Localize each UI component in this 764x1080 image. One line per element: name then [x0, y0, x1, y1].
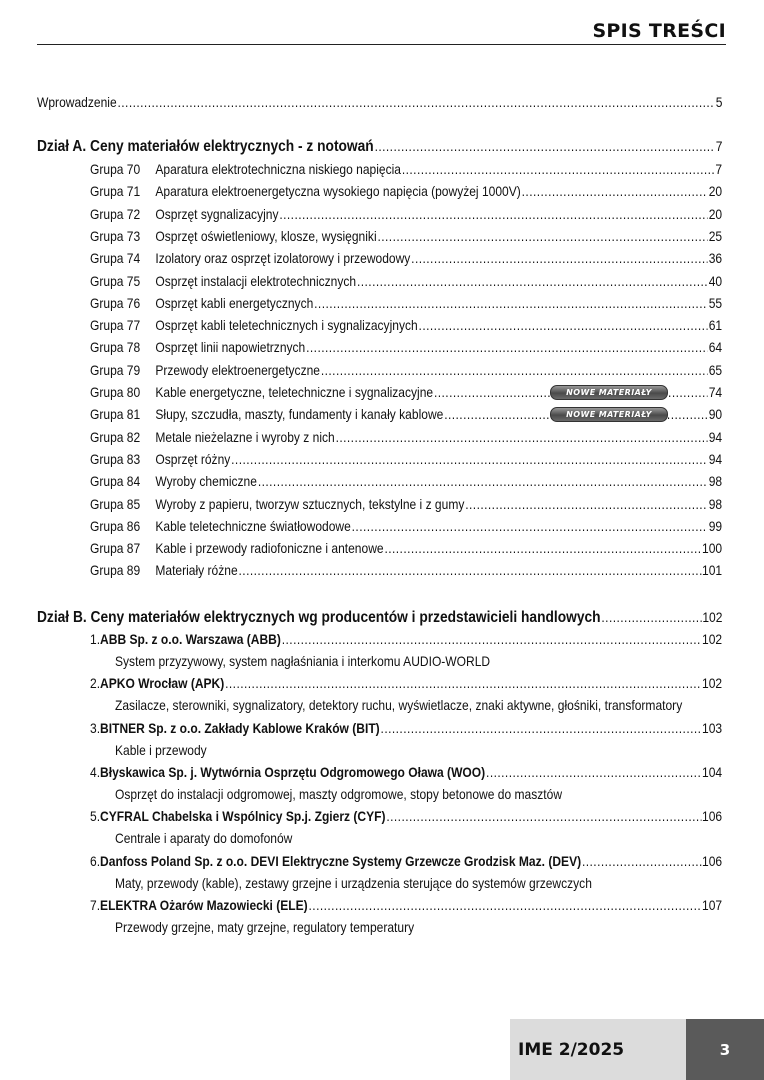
dot-leader	[411, 248, 708, 268]
toc-entry-group[interactable]	[90, 427, 722, 447]
toc-entry-company[interactable]	[90, 895, 722, 915]
dot-leader	[522, 181, 708, 201]
section-page: 102	[702, 609, 723, 625]
toc-entry-group[interactable]	[90, 271, 722, 291]
dot-leader	[306, 337, 708, 357]
entry-page: 5	[715, 94, 723, 110]
toc-entry-company[interactable]	[90, 718, 722, 738]
group-number: Grupa 86	[90, 517, 141, 534]
toc-entry-group[interactable]	[90, 293, 722, 313]
company-page: 102	[702, 631, 723, 647]
company-number: 2.	[90, 675, 101, 692]
dot-leader	[486, 762, 701, 782]
dot-leader	[239, 560, 702, 580]
group-label: Słupy, szczudła, maszty, fundamenty i kanały kablowe	[155, 406, 444, 423]
group-number: Grupa 76	[90, 294, 141, 311]
group-label: Wyroby z papieru, tworzyw sztucznych, tekstylne i z gumy	[155, 495, 465, 512]
page-number: 3	[686, 1019, 764, 1080]
group-label: Aparatura elektrotechniczna niskiego napięcia	[155, 161, 401, 177]
toc-entry-group[interactable]	[90, 494, 722, 514]
group-number: Grupa 73	[90, 227, 141, 244]
toc-entry-company[interactable]	[90, 806, 722, 826]
dot-leader	[381, 718, 702, 738]
company-description: Maty, przewody (kable), zestawy grzejne i urządzenia sterujące do systemów grzewczych	[115, 874, 592, 891]
new-materials-badge: NOWE MATERIAŁY	[550, 385, 668, 400]
toc-entry-intro[interactable]	[37, 92, 722, 112]
company-description: Zasilacze, sterowniki, sygnalizatory, detektory ruchu, wyświetlacze, znaki aktywne, głośniki, transformatory	[115, 697, 683, 714]
company-name: Danfoss Poland Sp. z o.o. DEVI Elektryczne Systemy Grzewcze Grodzisk Maz. (DEV)	[100, 852, 582, 869]
toc-entry-group[interactable]	[90, 315, 722, 335]
group-number: Grupa 71	[90, 183, 141, 200]
dot-leader	[601, 607, 701, 627]
section-page: 7	[715, 138, 723, 154]
group-number: Grupa 72	[90, 205, 141, 222]
group-number: Grupa 85	[90, 495, 141, 512]
toc-entry-group[interactable]	[90, 471, 722, 491]
group-number: Grupa 89	[90, 562, 141, 579]
group-label: Kable energetyczne, teletechniczne i sygnalizacyjne	[155, 384, 434, 400]
company-number: 4.	[90, 763, 101, 780]
group-number: Grupa 77	[90, 317, 141, 334]
dot-leader	[582, 851, 701, 871]
group-page: 99	[708, 517, 723, 534]
section-title: Dział B. Ceny materiałów elektrycznych wg producentów i przedstawicieli handlowych	[37, 609, 601, 626]
company-name: BITNER Sp. z o.o. Zakłady Kablowe Kraków (BIT)	[100, 719, 380, 736]
new-materials-badge: NOWE MATERIAŁY	[550, 407, 668, 422]
company-name: APKO Wrocław (APK)	[100, 675, 225, 692]
group-number: Grupa 81	[90, 406, 141, 423]
toc-entry-group[interactable]	[90, 560, 722, 580]
toc-entry-group[interactable]	[90, 360, 722, 380]
group-label: Osprzęt oświetleniowy, klosze, wysięgniki	[155, 227, 377, 244]
company-number: 7.	[90, 896, 101, 913]
dot-leader	[384, 538, 701, 558]
group-label: Kable teletechniczne światłowodowe	[155, 517, 351, 534]
toc-entry-group[interactable]	[90, 449, 722, 469]
group-page: 36	[708, 250, 723, 267]
toc-entry-company[interactable]	[90, 851, 722, 871]
group-label: Osprzęt różny	[155, 450, 231, 467]
group-page: 55	[708, 294, 723, 311]
group-number: Grupa 84	[90, 473, 141, 490]
toc-entry-group[interactable]	[90, 226, 722, 246]
dot-leader	[282, 629, 701, 649]
dot-leader	[321, 360, 708, 380]
group-page: 74	[708, 384, 723, 400]
toc-entry-group[interactable]	[90, 248, 722, 268]
group-label: Osprzęt linii napowietrznych	[155, 339, 306, 356]
group-page: 100	[702, 540, 723, 557]
dot-leader	[336, 427, 708, 447]
page-title: SPIS TREŚCI	[592, 20, 726, 42]
group-number: Grupa 78	[90, 339, 141, 356]
company-description: Przewody grzejne, maty grzejne, regulatory temperatury	[115, 918, 415, 935]
group-page: 61	[708, 317, 723, 334]
group-number: Grupa 80	[90, 384, 141, 400]
company-name: CYFRAL Chabelska i Wspólnicy Sp.j. Zgierz (CYF)	[100, 808, 386, 825]
group-number: Grupa 79	[90, 361, 141, 378]
group-number: Grupa 82	[90, 428, 141, 445]
group-page: 98	[708, 495, 723, 512]
company-name: Błyskawica Sp. j. Wytwórnia Osprzętu Odgromowego Oława (WOO)	[100, 763, 486, 780]
company-description: Centrale i aparaty do domofonów	[115, 830, 293, 847]
company-number: 1.	[90, 631, 101, 647]
dot-leader	[402, 159, 715, 179]
group-number: Grupa 75	[90, 272, 141, 289]
group-label: Materiały różne	[155, 562, 238, 579]
group-label: Aparatura elektroenergetyczna wysokiego napięcia (powyżej 1000V)	[155, 183, 521, 200]
toc-entry-group[interactable]	[90, 516, 722, 536]
dot-leader	[352, 516, 708, 536]
company-page: 106	[702, 808, 723, 825]
group-label: Osprzęt kabli energetycznych	[155, 294, 314, 311]
dot-leader	[375, 136, 715, 156]
company-page: 106	[702, 852, 723, 869]
toc-entry-company[interactable]	[90, 629, 722, 649]
dot-leader	[231, 449, 708, 469]
group-label: Izolatory oraz osprzęt izolatorowy i przewodowy	[155, 250, 411, 267]
company-page: 102	[702, 675, 723, 692]
toc-entry-group[interactable]	[90, 204, 722, 224]
company-page: 104	[702, 763, 723, 780]
dot-leader	[419, 315, 708, 335]
group-label: Osprzęt kabli teletechnicznych i sygnalizacyjnych	[155, 317, 418, 334]
group-label: Przewody elektroenergetyczne	[155, 361, 320, 378]
dot-leader	[377, 226, 707, 246]
dot-leader	[309, 895, 702, 915]
section-title: Dział A. Ceny materiałów elektrycznych - z notowań	[37, 138, 374, 155]
group-page: 40	[708, 272, 723, 289]
company-number: 5.	[90, 808, 101, 825]
toc-entry-group[interactable]	[90, 538, 722, 558]
group-page: 7	[715, 161, 723, 177]
group-page: 98	[708, 473, 723, 490]
issue-label: IME 2/2025	[518, 1040, 625, 1060]
group-page: 20	[708, 205, 723, 222]
company-description: Kable i przewody	[115, 741, 207, 758]
company-page: 103	[702, 719, 723, 736]
toc-entry-company[interactable]	[90, 673, 722, 693]
dot-leader	[357, 271, 708, 291]
group-number: Grupa 83	[90, 450, 141, 467]
group-label: Osprzęt instalacji elektrotechnicznych	[155, 272, 357, 289]
group-number: Grupa 87	[90, 540, 141, 557]
group-page: 90	[708, 406, 723, 423]
company-name: ELEKTRA Ożarów Mazowiecki (ELE)	[100, 896, 308, 913]
group-page: 101	[702, 562, 723, 579]
group-label: Metale nieżelazne i wyroby z nich	[155, 428, 335, 445]
toc-entry-group[interactable]	[90, 337, 722, 357]
group-page: 94	[708, 428, 723, 445]
group-label: Kable i przewody radiofoniczne i antenowe	[155, 540, 384, 557]
company-number: 6.	[90, 852, 101, 869]
group-page: 94	[708, 450, 723, 467]
title-divider	[37, 44, 726, 45]
section-a-heading[interactable]	[37, 136, 722, 157]
group-number: Grupa 70	[90, 161, 141, 177]
dot-leader	[465, 494, 708, 514]
dot-leader	[225, 673, 701, 693]
section-b-heading[interactable]	[37, 607, 722, 628]
company-description: System przyzywowy, system nagłaśniania i interkomu AUDIO-WORLD	[115, 653, 491, 669]
group-page: 64	[708, 339, 723, 356]
entry-label: Wprowadzenie	[37, 94, 117, 110]
group-page: 25	[708, 227, 723, 244]
toc-entry-group[interactable]	[90, 181, 722, 201]
company-description: Osprzęt do instalacji odgromowej, maszty odgromowe, stopy betonowe do masztów	[115, 785, 563, 802]
dot-leader	[314, 293, 708, 313]
group-label: Osprzęt sygnalizacyjny	[155, 205, 279, 222]
group-label: Wyroby chemiczne	[155, 473, 257, 490]
company-name: ABB Sp. z o.o. Warszawa (ABB)	[100, 631, 281, 647]
company-number: 3.	[90, 719, 101, 736]
group-number: Grupa 74	[90, 250, 141, 267]
toc-entry-group[interactable]	[90, 159, 722, 179]
toc-entry-company[interactable]	[90, 762, 722, 782]
dot-leader	[279, 204, 707, 224]
dot-leader	[118, 92, 715, 112]
dot-leader	[386, 806, 701, 826]
group-page: 20	[708, 183, 723, 200]
group-page: 65	[708, 361, 723, 378]
company-page: 107	[702, 896, 723, 913]
dot-leader	[258, 471, 708, 491]
